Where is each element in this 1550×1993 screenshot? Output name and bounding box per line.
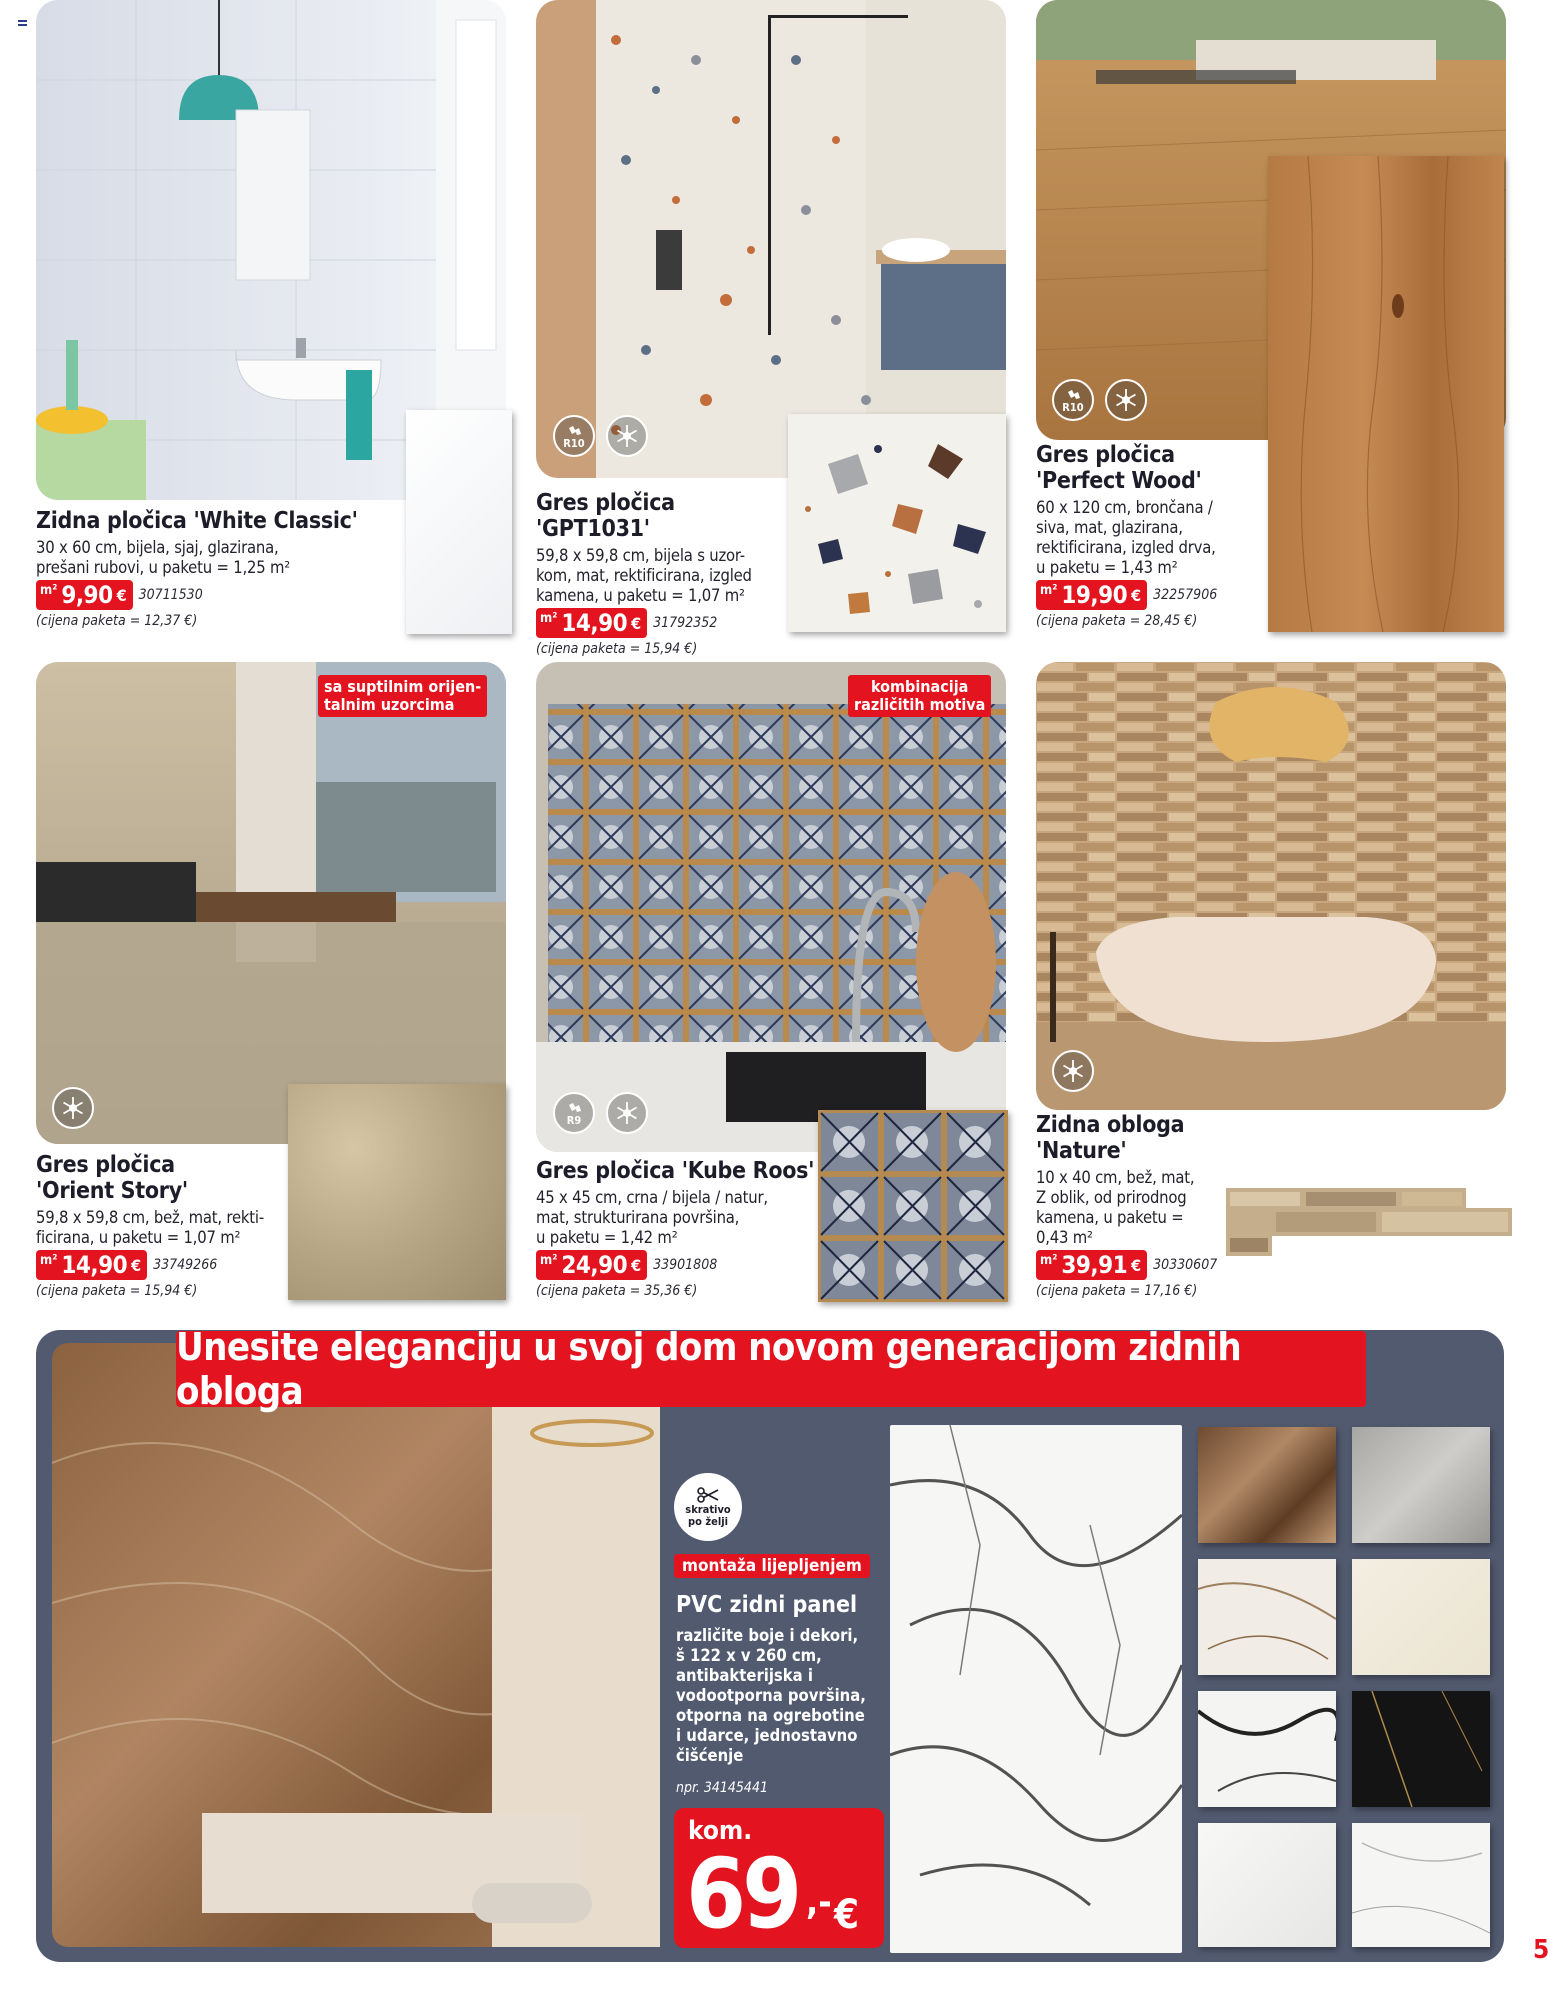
product-description: 30 x 60 cm, bijela, sjaj, glazirana, prešani rubovi, u paketu = 1,25 m² bbox=[36, 538, 290, 577]
package-price: (cijena paketa = 28,45 €) bbox=[1036, 613, 1198, 629]
product-description: 45 x 45 cm, crna / bijela / natur, mat, strukturirana površina, u paketu = 1,42 m² bbox=[536, 1188, 768, 1247]
product-title: Gres pločica 'Perfect Wood' bbox=[1036, 442, 1202, 494]
pvc-panel-price: kom. 69 ,- € bbox=[674, 1808, 884, 1948]
price-row bbox=[36, 1250, 286, 1280]
pvc-swatch-grey-stone bbox=[1352, 1427, 1490, 1543]
frost-resistant-icon bbox=[1105, 379, 1147, 421]
product-info-kube-roos bbox=[536, 1158, 816, 1299]
product-info-orient-story bbox=[36, 1152, 286, 1299]
package-price: (cijena paketa = 12,37 €) bbox=[36, 613, 198, 629]
scissors-icon bbox=[696, 1486, 720, 1504]
product-photo-nature bbox=[1036, 662, 1506, 1110]
price-row bbox=[536, 608, 786, 638]
product-description: 10 x 40 cm, bež, mat, Z oblik, od prirodnog kamena, u paketu = 0,43 m² bbox=[1036, 1168, 1195, 1247]
product-description: 59,8 x 59,8 cm, bež, mat, rekti- ficirana, u paketu = 1,07 m² bbox=[36, 1208, 264, 1247]
pvc-swatch-cream bbox=[1352, 1559, 1490, 1675]
pvc-panel-description: različite boje i dekori, š 122 x v 260 cm, antibakterijska i vodootporna površina, otporna na ogrebotine i udarce, jednostavno čišćenje bbox=[676, 1626, 866, 1765]
feature-ribbon: sa suptilnim orijen- talnim uzorcima bbox=[318, 675, 487, 717]
product-info-gpt1031 bbox=[536, 490, 786, 657]
pvc-panel-large-sample bbox=[890, 1425, 1182, 1953]
price-tag: m² 9,90 € bbox=[36, 580, 133, 610]
promo-headline: Unesite eleganciju u svoj dom novom generacijom zidnih obloga bbox=[176, 1331, 1366, 1407]
slip-resistance-r9-icon: R9 bbox=[553, 1092, 595, 1134]
page-number: 5 bbox=[1533, 1935, 1550, 1965]
product-title: Gres pločica 'GPT1031' bbox=[536, 490, 675, 542]
pvc-swatch-black-white-marble bbox=[1198, 1691, 1336, 1807]
tile-swatch-nature bbox=[1226, 1186, 1512, 1258]
tile-swatch-perfect-wood bbox=[1268, 156, 1504, 632]
product-photo-orient-story bbox=[36, 662, 506, 1144]
product-title: Gres pločica 'Orient Story' bbox=[36, 1152, 188, 1204]
price-tag: m² 14,90 € bbox=[536, 608, 647, 638]
product-title: Zidna obloga 'Nature' bbox=[1036, 1112, 1185, 1164]
pvc-panel-title: PVC zidni panel bbox=[676, 1592, 858, 1618]
price-row bbox=[1036, 1250, 1266, 1280]
product-code: 30711530 bbox=[138, 587, 203, 603]
product-info-nature bbox=[1036, 1112, 1266, 1299]
pvc-swatch-white-gold-marble bbox=[1198, 1559, 1336, 1675]
pvc-panel-code: npr. 34145441 bbox=[676, 1780, 768, 1796]
mounting-tag: montaža lijepljenjem bbox=[674, 1554, 870, 1578]
product-description: 59,8 x 59,8 cm, bijela s uzor- kom, mat, rektificirana, izgled kamena, u paketu = 1,07 m² bbox=[536, 546, 752, 605]
price-tag: m² 24,90 € bbox=[536, 1250, 647, 1280]
product-title: Zidna pločica 'White Classic' bbox=[36, 508, 358, 534]
pvc-swatch-white-marble bbox=[1198, 1823, 1336, 1947]
price-row bbox=[36, 580, 396, 610]
package-price: (cijena paketa = 35,36 €) bbox=[536, 1283, 698, 1299]
pvc-swatch-brown-marble bbox=[1198, 1427, 1336, 1543]
promo-room-photo bbox=[52, 1343, 660, 1947]
tile-swatch-orient-story bbox=[288, 1084, 506, 1300]
product-photo-gpt1031 bbox=[536, 0, 1006, 478]
frost-resistant-icon bbox=[606, 1092, 648, 1134]
slip-resistance-r10-icon: R10 bbox=[553, 415, 595, 457]
frost-resistant-icon bbox=[1052, 1050, 1094, 1092]
product-info-white-classic bbox=[36, 508, 396, 629]
package-price: (cijena paketa = 15,94 €) bbox=[36, 1283, 198, 1299]
package-price: (cijena paketa = 15,94 €) bbox=[536, 641, 698, 657]
slip-resistance-r10-icon: R10 bbox=[1052, 379, 1094, 421]
product-description: 60 x 120 cm, brončana / siva, mat, glazirana, rektificirana, izgled drva, u paketu = 1,43 m² bbox=[1036, 498, 1216, 577]
product-code: 31792352 bbox=[653, 615, 718, 631]
frost-resistant-icon bbox=[606, 415, 648, 457]
pvc-swatch-black-gold bbox=[1352, 1691, 1490, 1807]
tile-swatch-kube-roos bbox=[818, 1110, 1008, 1302]
price-tag: m² 39,91 € bbox=[1036, 1250, 1147, 1280]
product-title: Gres pločica 'Kube Roos' bbox=[536, 1158, 815, 1184]
package-price: (cijena paketa = 17,16 €) bbox=[1036, 1283, 1198, 1299]
price-row bbox=[536, 1250, 816, 1280]
tile-swatch-white-classic bbox=[406, 410, 512, 634]
product-code: 33901808 bbox=[653, 1257, 718, 1273]
product-photo-kube-roos bbox=[536, 662, 1006, 1152]
product-code: 33749266 bbox=[153, 1257, 218, 1273]
product-code: 30330607 bbox=[1153, 1257, 1218, 1273]
menu-icon[interactable] bbox=[18, 20, 27, 26]
cut-to-size-badge: skrativo po želji bbox=[674, 1473, 742, 1541]
product-info-perfect-wood bbox=[1036, 442, 1266, 629]
price-tag: m² 14,90 € bbox=[36, 1250, 147, 1280]
feature-ribbon: kombinacija različitih motiva bbox=[848, 675, 991, 717]
price-row bbox=[1036, 580, 1266, 610]
pvc-swatch-white-vein bbox=[1352, 1823, 1490, 1947]
frost-resistant-icon bbox=[52, 1087, 94, 1129]
tile-swatch-gpt1031 bbox=[788, 414, 1006, 632]
price-tag: m² 19,90 € bbox=[1036, 580, 1147, 610]
product-code: 32257906 bbox=[1153, 587, 1218, 603]
